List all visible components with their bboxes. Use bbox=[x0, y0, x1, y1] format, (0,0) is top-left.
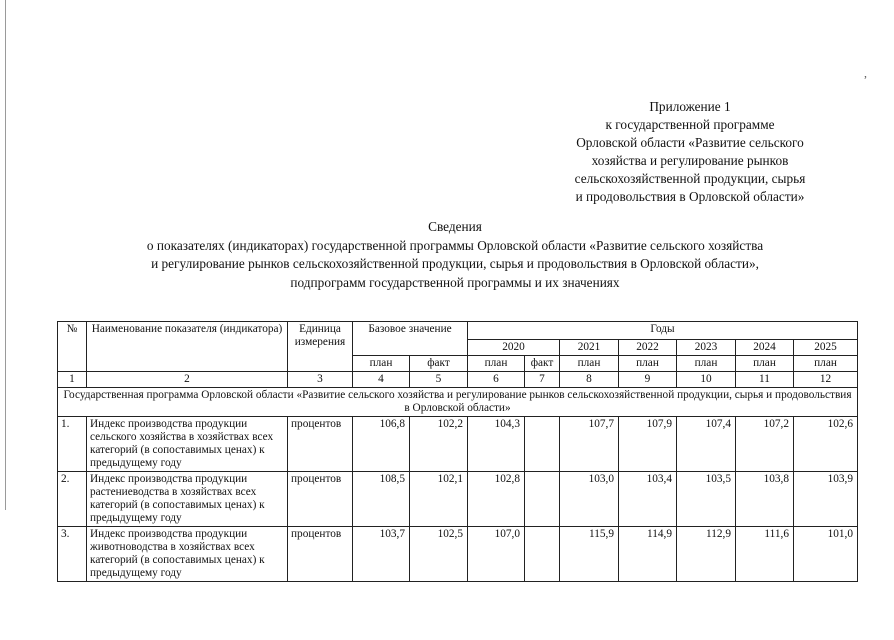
appendix-line: хозяйства и регулирование рынков bbox=[591, 153, 789, 168]
column-number: 7 bbox=[525, 372, 560, 388]
y2022-value: 103,4 bbox=[619, 472, 677, 527]
program-title-row bbox=[58, 388, 858, 417]
heading-line: подпрограмм государственной программы и их значениях bbox=[290, 274, 620, 290]
header-name: Наименование показателя (индикатора) bbox=[87, 322, 288, 372]
y2023-value: 103,5 bbox=[677, 472, 736, 527]
base-plan-value: 106,8 bbox=[353, 417, 410, 472]
indicator-name: Индекс производства продукции сельского хозяйства в хозяйствах всех категорий (в сопоставимых ценах) к предыдущему году bbox=[87, 417, 288, 472]
column-number: 2 bbox=[87, 372, 288, 388]
column-number: 11 bbox=[736, 372, 794, 388]
y2021-value: 107,7 bbox=[560, 417, 619, 472]
header-years: Годы bbox=[468, 322, 858, 340]
y2025-value: 102,6 bbox=[794, 417, 858, 472]
base-plan-value: 108,5 bbox=[353, 472, 410, 527]
y2023-value: 107,4 bbox=[677, 417, 736, 472]
base-fact-value: 102,5 bbox=[410, 527, 468, 582]
header-2023-plan: план bbox=[677, 356, 736, 372]
y2020-fact-value bbox=[525, 472, 560, 527]
base-fact-value: 102,1 bbox=[410, 472, 468, 527]
appendix-note bbox=[548, 98, 832, 206]
y2022-value: 114,9 bbox=[619, 527, 677, 582]
scan-mark: , bbox=[864, 66, 867, 80]
column-numbers-row bbox=[58, 372, 858, 388]
row-number: 2. bbox=[58, 472, 87, 527]
table-row bbox=[58, 527, 858, 582]
y2020-fact-value bbox=[525, 527, 560, 582]
base-fact-value: 102,2 bbox=[410, 417, 468, 472]
y2022-value: 107,9 bbox=[619, 417, 677, 472]
header-base: Базовое значение bbox=[353, 322, 468, 356]
y2024-value: 107,2 bbox=[736, 417, 794, 472]
header-year-2020: 2020 bbox=[468, 340, 560, 356]
heading-title: Сведения bbox=[428, 219, 482, 234]
header-year-2024: 2024 bbox=[736, 340, 794, 356]
heading-line: и регулирование рынков сельскохозяйственной продукции, сырья и продовольствия в Орловской области», bbox=[151, 256, 759, 271]
header-2024-plan: план bbox=[736, 356, 794, 372]
y2020-plan-value: 107,0 bbox=[468, 527, 525, 582]
y2024-value: 111,6 bbox=[736, 527, 794, 582]
y2021-value: 115,9 bbox=[560, 527, 619, 582]
indicators-table bbox=[57, 321, 858, 582]
header-unit: Единица измерения bbox=[288, 322, 353, 372]
column-number: 10 bbox=[677, 372, 736, 388]
column-number: 3 bbox=[288, 372, 353, 388]
y2020-fact-value bbox=[525, 417, 560, 472]
column-number: 6 bbox=[468, 372, 525, 388]
header-2022-plan: план bbox=[619, 356, 677, 372]
header-2020-fact: факт bbox=[525, 356, 560, 372]
appendix-line: сельскохозяйственной продукции, сырья bbox=[574, 171, 806, 186]
appendix-line: к государственной программе bbox=[605, 117, 775, 132]
y2021-value: 103,0 bbox=[560, 472, 619, 527]
table-row bbox=[58, 472, 858, 527]
indicator-unit: процентов bbox=[288, 472, 353, 527]
header-year-2025: 2025 bbox=[794, 340, 858, 356]
y2023-value: 112,9 bbox=[677, 527, 736, 582]
column-number: 8 bbox=[560, 372, 619, 388]
appendix-line: и продовольствия в Орловской области» bbox=[575, 189, 805, 204]
column-number: 5 bbox=[410, 372, 468, 388]
table-row bbox=[58, 417, 858, 472]
base-plan-value: 103,7 bbox=[353, 527, 410, 582]
program-title: Государственная программа Орловской области «Развитие сельского хозяйства и регулирование рынков сельскохозяйственной продукции, сырья и продовольствия в Орловской области» bbox=[58, 388, 858, 417]
table-header-row bbox=[58, 322, 858, 340]
appendix-line: Приложение 1 bbox=[649, 99, 731, 114]
header-base-fact: факт bbox=[410, 356, 468, 372]
y2025-value: 103,9 bbox=[794, 472, 858, 527]
indicator-unit: процентов bbox=[288, 417, 353, 472]
header-year-2022: 2022 bbox=[619, 340, 677, 356]
column-number: 4 bbox=[353, 372, 410, 388]
column-number: 12 bbox=[794, 372, 858, 388]
indicator-name: Индекс производства продукции животноводства в хозяйствах всех категорий (в сопоставимых ценах) к предыдущему году bbox=[87, 527, 288, 582]
heading-line: о показателях (индикаторах) государственной программы Орловской области «Развитие сельского хозяйства bbox=[146, 237, 764, 253]
indicator-unit: процентов bbox=[288, 527, 353, 582]
header-base-plan: план bbox=[353, 356, 410, 372]
column-number: 9 bbox=[619, 372, 677, 388]
y2024-value: 103,8 bbox=[736, 472, 794, 527]
page-edge-line bbox=[5, 0, 6, 510]
header-2020-plan: план bbox=[468, 356, 525, 372]
header-2021-plan: план bbox=[560, 356, 619, 372]
appendix-line: Орловской области «Развитие сельского bbox=[576, 135, 804, 150]
document-heading bbox=[60, 218, 850, 292]
header-2025-plan: план bbox=[794, 356, 858, 372]
y2025-value: 101,0 bbox=[794, 527, 858, 582]
header-year-2023: 2023 bbox=[677, 340, 736, 356]
y2020-plan-value: 102,8 bbox=[468, 472, 525, 527]
y2020-plan-value: 104,3 bbox=[468, 417, 525, 472]
header-year-2021: 2021 bbox=[560, 340, 619, 356]
row-number: 3. bbox=[58, 527, 87, 582]
header-no: № bbox=[58, 322, 87, 372]
indicator-name: Индекс производства продукции растениеводства в хозяйствах всех категорий (в сопоставимых ценах) к предыдущему году bbox=[87, 472, 288, 527]
row-number: 1. bbox=[58, 417, 87, 472]
column-number: 1 bbox=[58, 372, 87, 388]
